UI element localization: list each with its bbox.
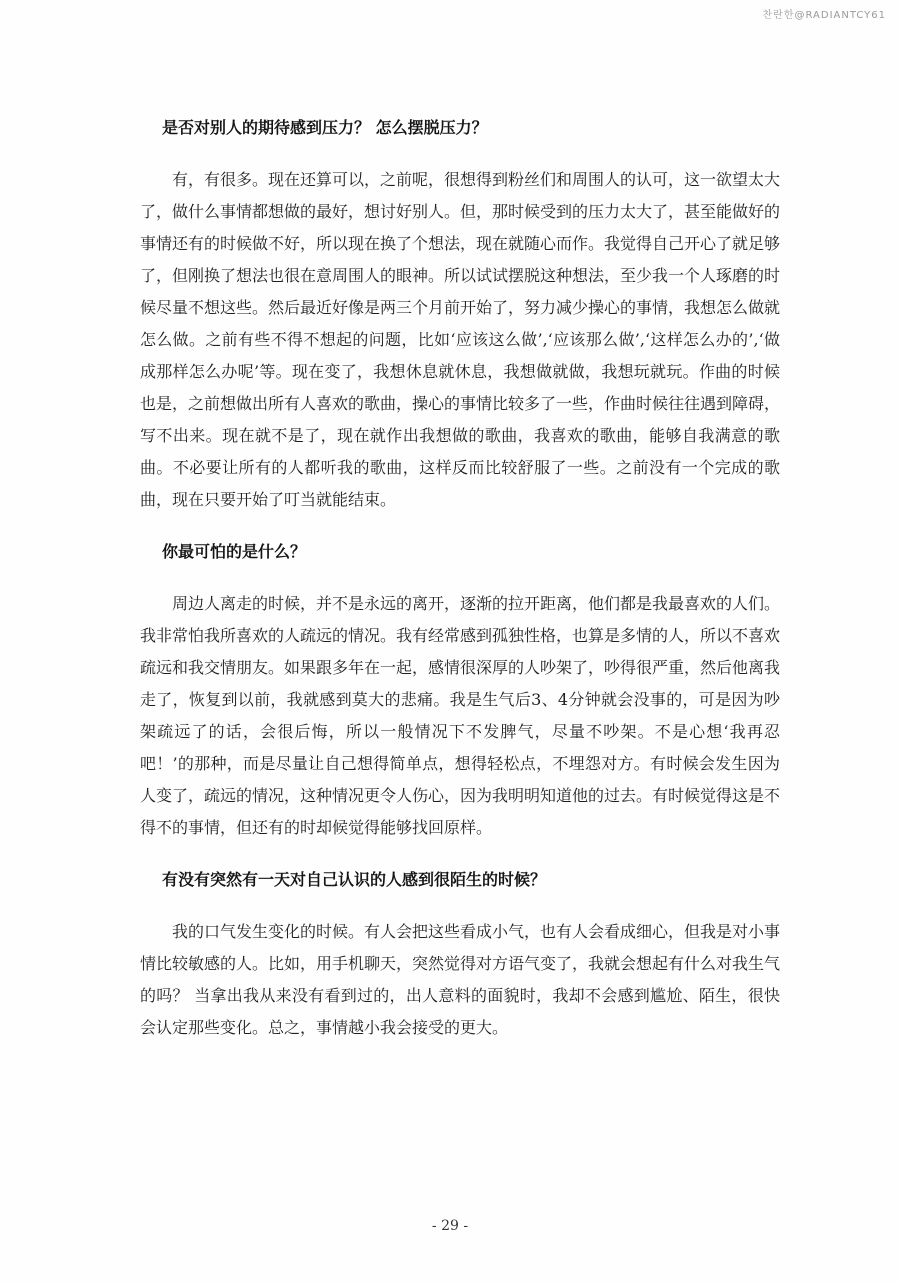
answer-paragraph: 我的口气发生变化的时候。有人会把这些看成小气，也有人会看成细心，但我是对小事情比较敏感的人。比如，用手机聊天，突然觉得对方语气变了，我就会想起有什么对我生气的吗？ 当拿出我从来没有看到过的，出人意料的面貌时，我却不会感到尴尬、陌生，很快会认定那些变化。总之，事情越小我会接受的更大。 [140, 922, 781, 1037]
question-heading: 有没有突然有一天对自己认识的人感到很陌生的时候？ [162, 870, 547, 889]
interview-content [140, 112, 780, 1064]
answer-paragraph: 有，有很多。现在还算可以，之前呢，很想得到粉丝们和周围人的认可，这一欲望太大了，做什么事情都想做的最好，想讨好别人。但，那时候受到的压力太大了，甚至能做好的事情还有的时候做不好，所以现在换了个想法，现在就随心而作。我觉得自己开心了就足够了，但刚换了想法也很在意周围人的眼神。所以试试摆脱这种想法，至少我一个人琢磨的时候尽量不想这些。然后最近好像是两三个月前开始了，努力减少操心的事情，我想怎么做就怎么做。之前有些不得不想起的问题，比如‘应该这么做’,‘应该那么做’,‘这样怎么办的’,‘做成那样怎么办呢’等。现在变了，我想休息就休息，我想做就做，我想玩就玩。作曲的时候也是，之前想做出所有人喜欢的歌曲，操心的事情比较多了一些，作曲时候往往遇到障碍，写不出来。现在就不是了，现在就作出我想做的歌曲，我喜欢的歌曲，能够自我满意的歌曲。不必要让所有的人都听我的歌曲，这样反而比较舒服了一些。之前没有一个完成的歌曲，现在只要开始了叮当就能结束。 [140, 170, 781, 509]
watermark: 찬란한@RADIANTCY61 [762, 10, 886, 21]
question-heading: 是否对别人的期待感到压力？ 怎么摆脱压力？ [162, 118, 488, 137]
answer-paragraph: 周边人离走的时候，并不是永远的离开，逐渐的拉开距离，他们都是我最喜欢的人们。我非常怕我所喜欢的人疏远的情况。我有经常感到孤独性格，也算是多情的人，所以不喜欢疏远和我交情朋友。如果跟多年在一起，感情很深厚的人吵架了，吵得很严重，然后他离我走了，恢复到以前，我就感到莫大的悲痛。我是生气后3、4分钟就会没事的，可是因为吵架疏远了的话，会很后悔，所以一般情况下不发脾气，尽量不吵架。不是心想‘我再忍吧！’的那种，而是尽量让自己想得简单点，想得轻松点，不埋怨对方。有时候会发生因为人变了，疏远的情况，这种情况更令人伤心，因为我明明知道他的过去。有时候觉得这是不得不的事情，但还有的时却候觉得能够找回原样。 [140, 594, 781, 837]
question-heading: 你最可怕的是什么？ [162, 542, 307, 561]
page-number: - 29 - [431, 1218, 469, 1234]
